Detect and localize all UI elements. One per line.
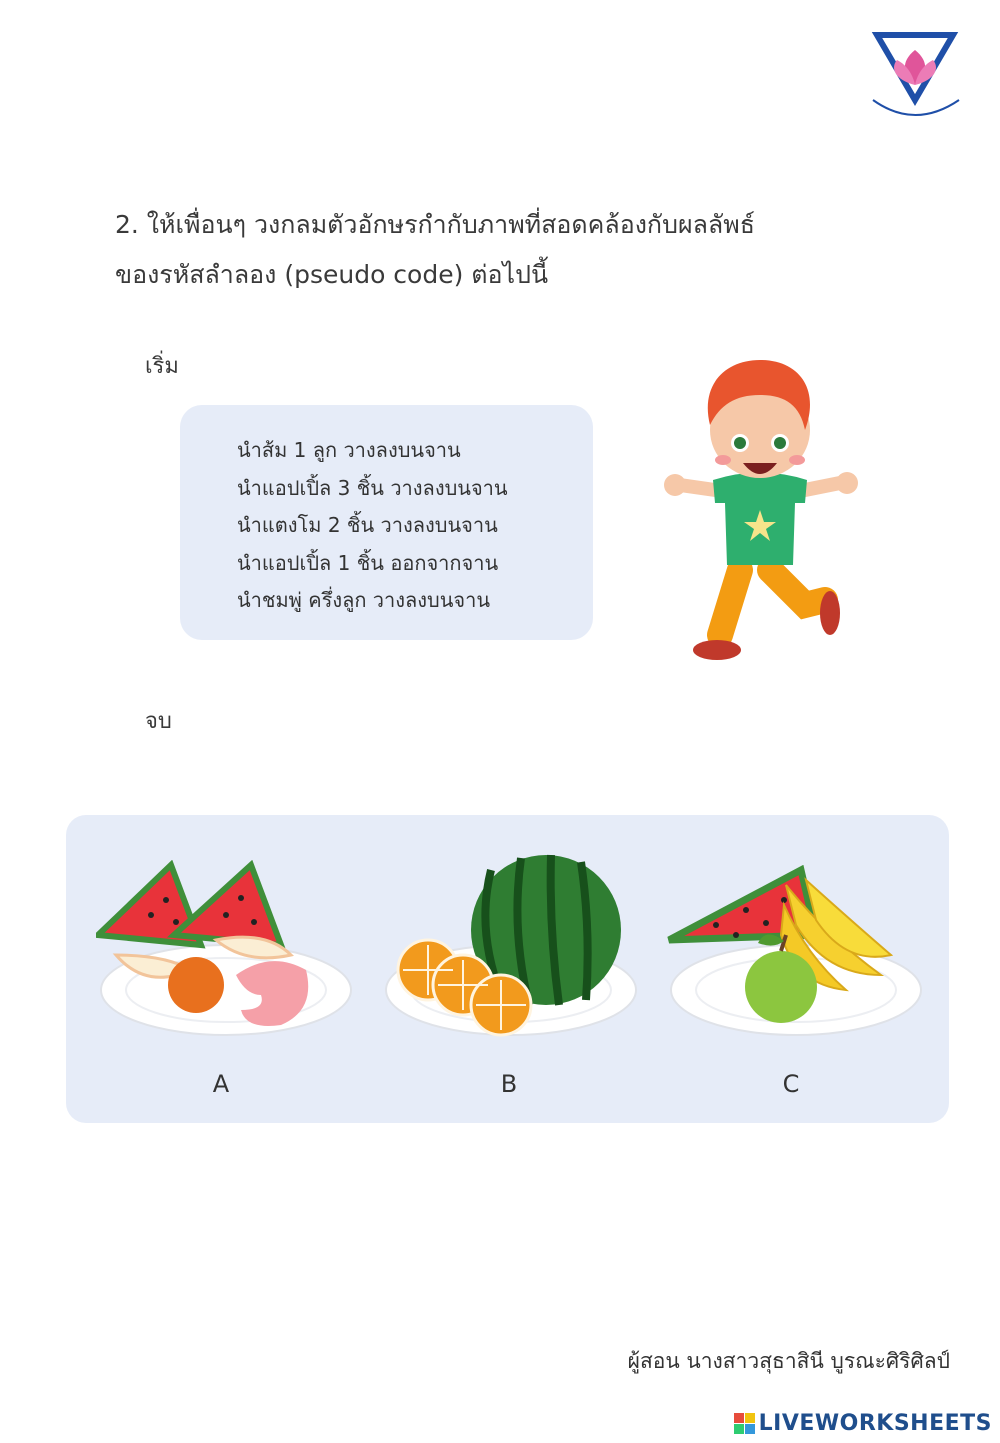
question-line-1: 2. ให้เพื่อนๆ วงกลมตัวอักษรกำกับภาพที่สอดคล้องกับผลลัพธ์ <box>115 210 755 239</box>
plate-whole-watermelon-orange-slices-icon[interactable] <box>381 850 641 1098</box>
start-label: เริ่ม <box>145 354 179 379</box>
liveworksheets-watermark[interactable] <box>734 1408 992 1438</box>
pseudo-code-lines <box>237 432 508 620</box>
question-text <box>115 200 755 300</box>
watermark-text: LIVEWORKSHEETS <box>758 1410 992 1436</box>
pseudo-code-box <box>180 405 593 640</box>
kid-illustration <box>655 355 875 670</box>
end-label: จบ <box>145 709 172 734</box>
code-line: นำชมพู่ ครึ่งลูก วางลงบนจาน <box>237 588 491 612</box>
school-logo <box>865 30 965 122</box>
code-line: นำส้ม 1 ลูก วางลงบนจาน <box>237 438 461 462</box>
code-line: นำแอปเปิ้ล 3 ชิ้น วางลงบนจาน <box>237 475 508 500</box>
teacher-credit: ผู้สอน นางสาวสุธาสินี บูรณะศิริศิลป์ <box>627 1349 950 1373</box>
plate-watermelon-banana-green-apple-icon[interactable] <box>666 865 926 1098</box>
choice-label-a[interactable]: A <box>212 1070 230 1098</box>
choices-panel <box>66 815 949 1123</box>
code-line: นำแตงโม 2 ชิ้น วางลงบนจาน <box>237 513 498 537</box>
choice-label-c[interactable]: C <box>782 1070 800 1098</box>
code-line: นำแอปเปิ้ล 1 ชิ้น ออกจากจาน <box>237 550 499 575</box>
question-line-2: ของรหัสลำลอง (pseudo code) ต่อไปนี้ <box>115 260 549 289</box>
choice-label-b[interactable]: B <box>500 1070 518 1098</box>
liveworksheets-logo-icon <box>734 1413 755 1434</box>
plate-watermelon-slices-orange-rose-apple-icon[interactable] <box>96 860 356 1098</box>
